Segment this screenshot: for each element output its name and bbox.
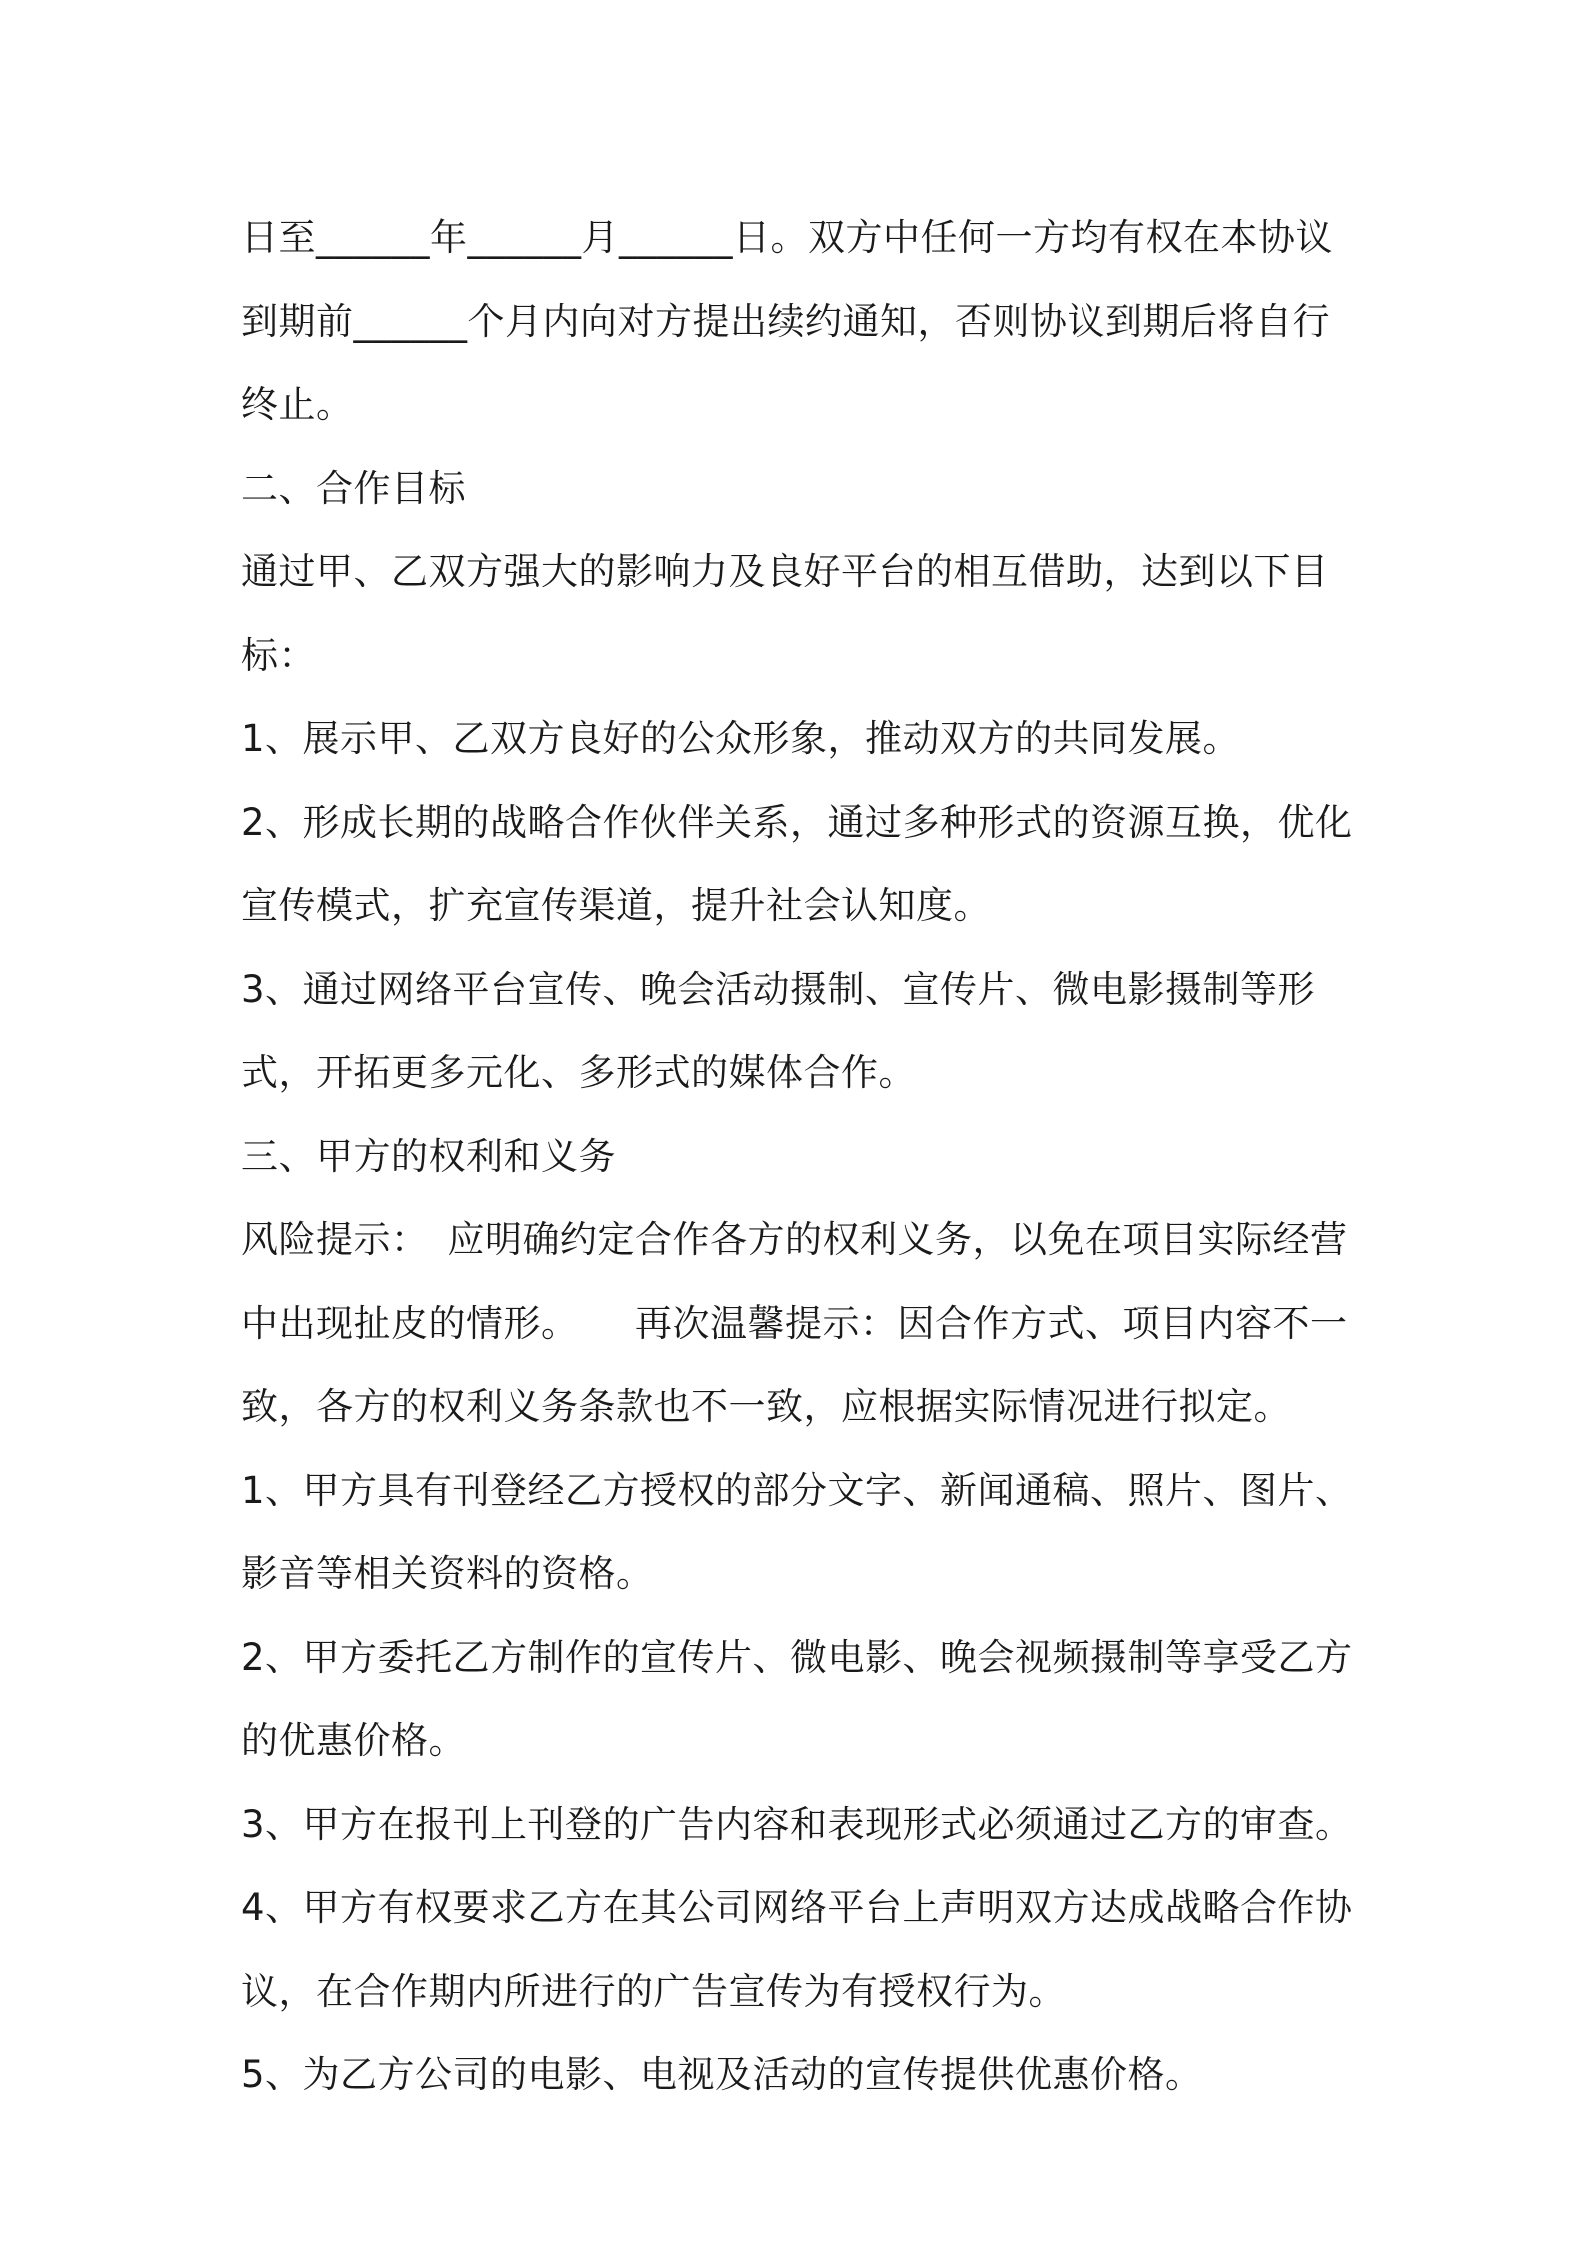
paragraph-goal-3: 3、通过网络平台宣传、晚会活动摄制、宣传片、微电影摄制等形式，开拓更多元化、多形式的媒体合作。 <box>241 967 1316 1094</box>
paragraph-item-5: 5、为乙方公司的电影、电视及活动的宣传提供优惠价格。 <box>241 2053 1203 2096</box>
section-heading-cooperation-goals: 二、合作目标 <box>241 466 466 510</box>
paragraph-item-2: 2、甲方委托乙方制作的宣传片、微电影、晚会视频摄制等享受乙方的优惠价格。 <box>241 1635 1353 1762</box>
document-body <box>241 196 1361 2117</box>
paragraph-risk-notice-and-item-1: 风险提示： 应明确约定合作各方的权利义务，以免在项目实际经营中出现扯皮的情形。 再次温馨提示：因合作方式、项目内容不一致，各方的权利义务条款也不一致，应根据实际情况进行拟定。 1、甲方具有刊登经乙方授权的部分文字、新闻通稿、照片、图片、影音等相关资料的资格。 <box>241 1218 1353 1595</box>
paragraph-goals-intro: 通过甲、乙双方强大的影响力及良好平台的相互借助，达到以下目标： <box>241 550 1329 677</box>
paragraph-goal-2: 2、形成长期的战略合作伙伴关系，通过多种形式的资源互换，优化宣传模式，扩充宣传渠道，提升社会认知度。 <box>241 800 1353 927</box>
paragraph-item-4: 4、甲方有权要求乙方在其公司网络平台上声明双方达成战略合作协议，在合作期内所进行的广告宣传为有授权行为。 <box>241 1886 1353 2013</box>
paragraph-goal-1: 1、展示甲、乙双方良好的公众形象，推动双方的共同发展。 <box>241 717 1241 760</box>
paragraph-item-3: 3、甲方在报刊上刊登的广告内容和表现形式必须通过乙方的审查。 <box>241 1802 1353 1846</box>
section-heading-party-a-rights: 三、甲方的权利和义务 <box>241 1134 616 1178</box>
paragraph-term-renewal: 日至______年______月______日。双方中任何一方均有权在本协议到期前______个月内向对方提出续约通知，否则协议到期后将自行终止。 <box>241 216 1333 426</box>
